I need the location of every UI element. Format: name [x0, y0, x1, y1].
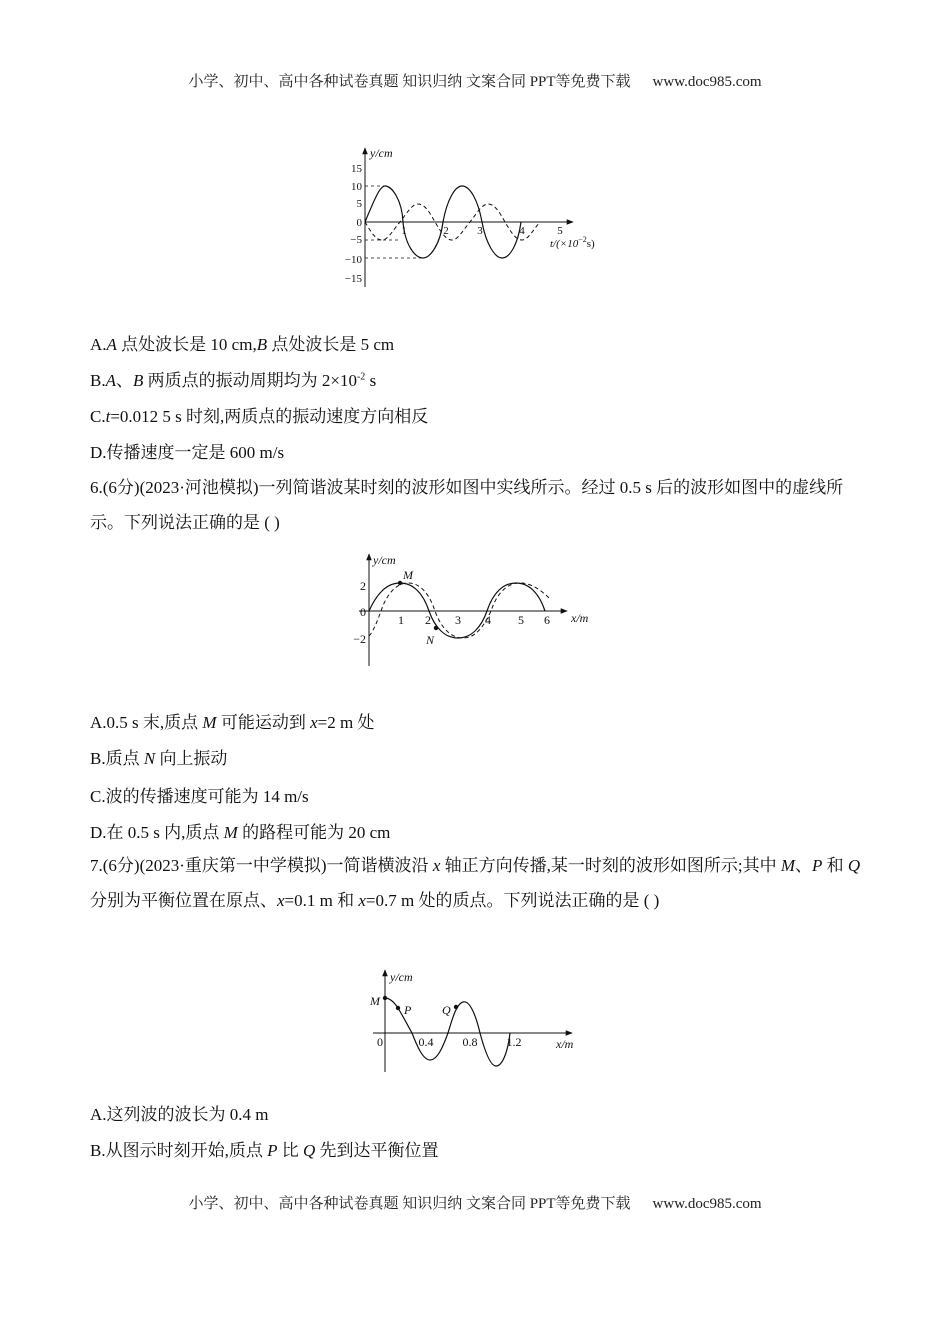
- q7-xtick: 0.8: [462, 1035, 478, 1049]
- q7-y-label: y/cm: [390, 970, 413, 984]
- q6-stem: 6.(6分)(2023·河池模拟)一列简谐波某时刻的波形如图中实线所示。经过 0.5 s 后的波形如图中的虚线所示。下列说法正确的是 ( ): [90, 478, 844, 532]
- fig1-ytick: −5: [350, 234, 362, 246]
- fig1-ytick: 0: [356, 217, 362, 229]
- q6-ytick: 0: [360, 605, 366, 619]
- fig1-xtick: 1: [401, 225, 407, 237]
- q6-a-var: M: [202, 713, 217, 732]
- q7-b-var: Q: [302, 1141, 316, 1160]
- q5-b-text: 、: [115, 371, 133, 390]
- q7-label-p: P: [404, 1003, 412, 1017]
- q6-xtick: 5: [518, 613, 524, 627]
- q7-var: x: [432, 856, 441, 875]
- q7-a-text: A.这列波的波长为 0.4 m: [90, 1105, 269, 1124]
- q5-a-text: 点处波长是 10 cm,: [116, 335, 257, 354]
- q7-var: P: [812, 856, 823, 875]
- q6-xtick: 4: [485, 613, 491, 627]
- q5-d-text: D.传播速度一定是 600 m/s: [90, 443, 285, 462]
- q5-a-text: A.: [90, 335, 107, 354]
- q7-b-text: 比: [277, 1141, 303, 1160]
- footer-text: 小学、初中、高中各种试卷真题 知识归纳 文案合同 PPT等免费下载: [188, 1196, 631, 1212]
- fig1-y-label: y/cm: [370, 146, 393, 160]
- q6-b-var: N: [143, 749, 156, 768]
- q6-label-m: M: [403, 568, 413, 582]
- q7-x-ticks: [377, 1035, 522, 1049]
- q6-y-ticks: [353, 579, 366, 646]
- q5-b-var: B: [132, 371, 144, 390]
- fig1-ytick: 10: [351, 181, 362, 193]
- q6-x-ticks: [398, 613, 550, 627]
- q6-point-n: [434, 626, 438, 630]
- fig1-ytick: −10: [344, 254, 362, 266]
- q7-point-m: [383, 996, 387, 1000]
- figure-vibration-graph: [330, 140, 630, 300]
- fig1-x-ticks: [401, 225, 563, 237]
- q7-var: Q: [847, 856, 861, 875]
- q7-text: 、: [795, 856, 813, 875]
- q7-xtick: 0.4: [418, 1035, 434, 1049]
- fig1-xtick: 2: [443, 225, 449, 237]
- q7-stem: [90, 848, 870, 918]
- figure-q6-wave: [345, 548, 605, 670]
- q7-label-q: Q: [442, 1003, 451, 1017]
- q7-b-text: B.从图示时刻开始,质点: [90, 1141, 268, 1160]
- q6-xtick: 3: [455, 613, 461, 627]
- q5-option-b: [90, 366, 376, 391]
- q6-d-text: D.在 0.5 s 内,质点: [90, 823, 224, 842]
- q5-b-text: B.: [90, 371, 106, 390]
- fig1-ytick: −15: [344, 273, 362, 285]
- q6-d-text: 的路程可能为 20 cm: [237, 823, 391, 842]
- q7-b-var: P: [267, 1141, 278, 1160]
- q7-var: M: [780, 856, 796, 875]
- q5-b-var: A: [105, 371, 116, 390]
- q5-option-c: [90, 402, 428, 427]
- q6-d-var: M: [223, 823, 238, 842]
- header-site: www.doc985.com: [652, 74, 762, 90]
- q7-point-q: [454, 1005, 458, 1009]
- q5-c-var: t: [105, 407, 111, 426]
- q7-xtick: 1.2: [506, 1035, 522, 1049]
- q6-a-text: =2 m 处: [317, 713, 375, 732]
- fig1-x-label: [550, 235, 595, 250]
- fig1-xlabel-post: s): [586, 238, 595, 250]
- page-header: [0, 70, 950, 91]
- q6-a-text: A.0.5 s 末,质点: [90, 713, 203, 732]
- q6-point-m: [398, 581, 402, 585]
- fig1-xlabel-exp: −2: [578, 235, 587, 244]
- q6-label-n: N: [426, 633, 435, 647]
- q6-xtick: 6: [544, 613, 550, 627]
- q5-option-a: [90, 330, 394, 355]
- q7-var: x: [277, 891, 285, 910]
- q5-b-text: 两质点的振动周期均为 2×10: [143, 371, 357, 390]
- q6-option-b: [90, 744, 227, 769]
- fig1-ytick: 15: [351, 163, 362, 175]
- q7-b-text: 先到达平衡位置: [315, 1141, 439, 1160]
- q7-text: =0.1 m 和: [284, 891, 359, 910]
- q7-text: 轴正方向传播,某一时刻的波形如图所示;其中: [440, 856, 781, 875]
- q6-a-text: 可能运动到: [216, 713, 311, 732]
- q6-y-label: y/cm: [373, 553, 396, 567]
- fig1-xtick: 5: [557, 225, 563, 237]
- q6-option-a: [90, 708, 374, 733]
- q6-b-text: B.质点: [90, 749, 144, 768]
- q6-ytick: 2: [360, 579, 366, 593]
- q7-text: =0.7 m 处的质点。下列说法正确的是 ( ): [365, 891, 660, 910]
- q5-a-var: B: [256, 335, 268, 354]
- q5-a-var: A: [106, 335, 117, 354]
- q7-label-m: M: [370, 994, 380, 1008]
- footer-site: www.doc985.com: [652, 1196, 762, 1212]
- q5-b-exponent: -2: [356, 371, 366, 383]
- fig1-xlabel-pre: t/(×10: [550, 238, 579, 250]
- q7-point-p: [396, 1006, 400, 1010]
- q5-c-text: =0.012 5 s 时刻,两质点的振动速度方向相反: [110, 407, 429, 426]
- q5-b-text: s: [365, 371, 377, 390]
- q7-x-label: x/m: [556, 1037, 574, 1051]
- q5-a-text: 点处波长是 5 cm: [267, 335, 395, 354]
- q6-option-d: [90, 818, 390, 843]
- q5-c-text: C.: [90, 407, 106, 426]
- q6-c-text: C.波的传播速度可能为 14 m/s: [90, 787, 309, 806]
- q7-xtick: 0: [377, 1035, 383, 1049]
- fig1-ytick: 5: [356, 198, 362, 210]
- fig1-xtick: 3: [477, 225, 483, 237]
- q6-option-c: [90, 782, 309, 807]
- q7-text: 7.(6分)(2023·重庆第一中学模拟)一简谐横波沿: [90, 856, 433, 875]
- q7-option-a: [90, 1100, 269, 1125]
- q6-xtick: 2: [425, 613, 431, 627]
- q6-b-text: 向上振动: [155, 749, 228, 768]
- q7-text: 分别为平衡位置在原点、: [90, 891, 277, 910]
- fig1-y-ticks: [345, 163, 363, 285]
- fig1-xtick: 4: [519, 225, 525, 237]
- figure-q7-wave: [360, 964, 590, 1076]
- page-footer: [0, 1192, 950, 1213]
- q6-xtick: 1: [398, 613, 404, 627]
- q6-a-var: x: [310, 713, 318, 732]
- q6-x-label: x/m: [571, 611, 589, 625]
- q7-option-b: [90, 1136, 439, 1161]
- q7-text: 和: [822, 856, 848, 875]
- header-text: 小学、初中、高中各种试卷真题 知识归纳 文案合同 PPT等免费下载: [188, 74, 631, 90]
- q7-var: x: [358, 891, 366, 910]
- q5-option-d: [90, 438, 284, 463]
- q6-ytick: −2: [353, 632, 366, 646]
